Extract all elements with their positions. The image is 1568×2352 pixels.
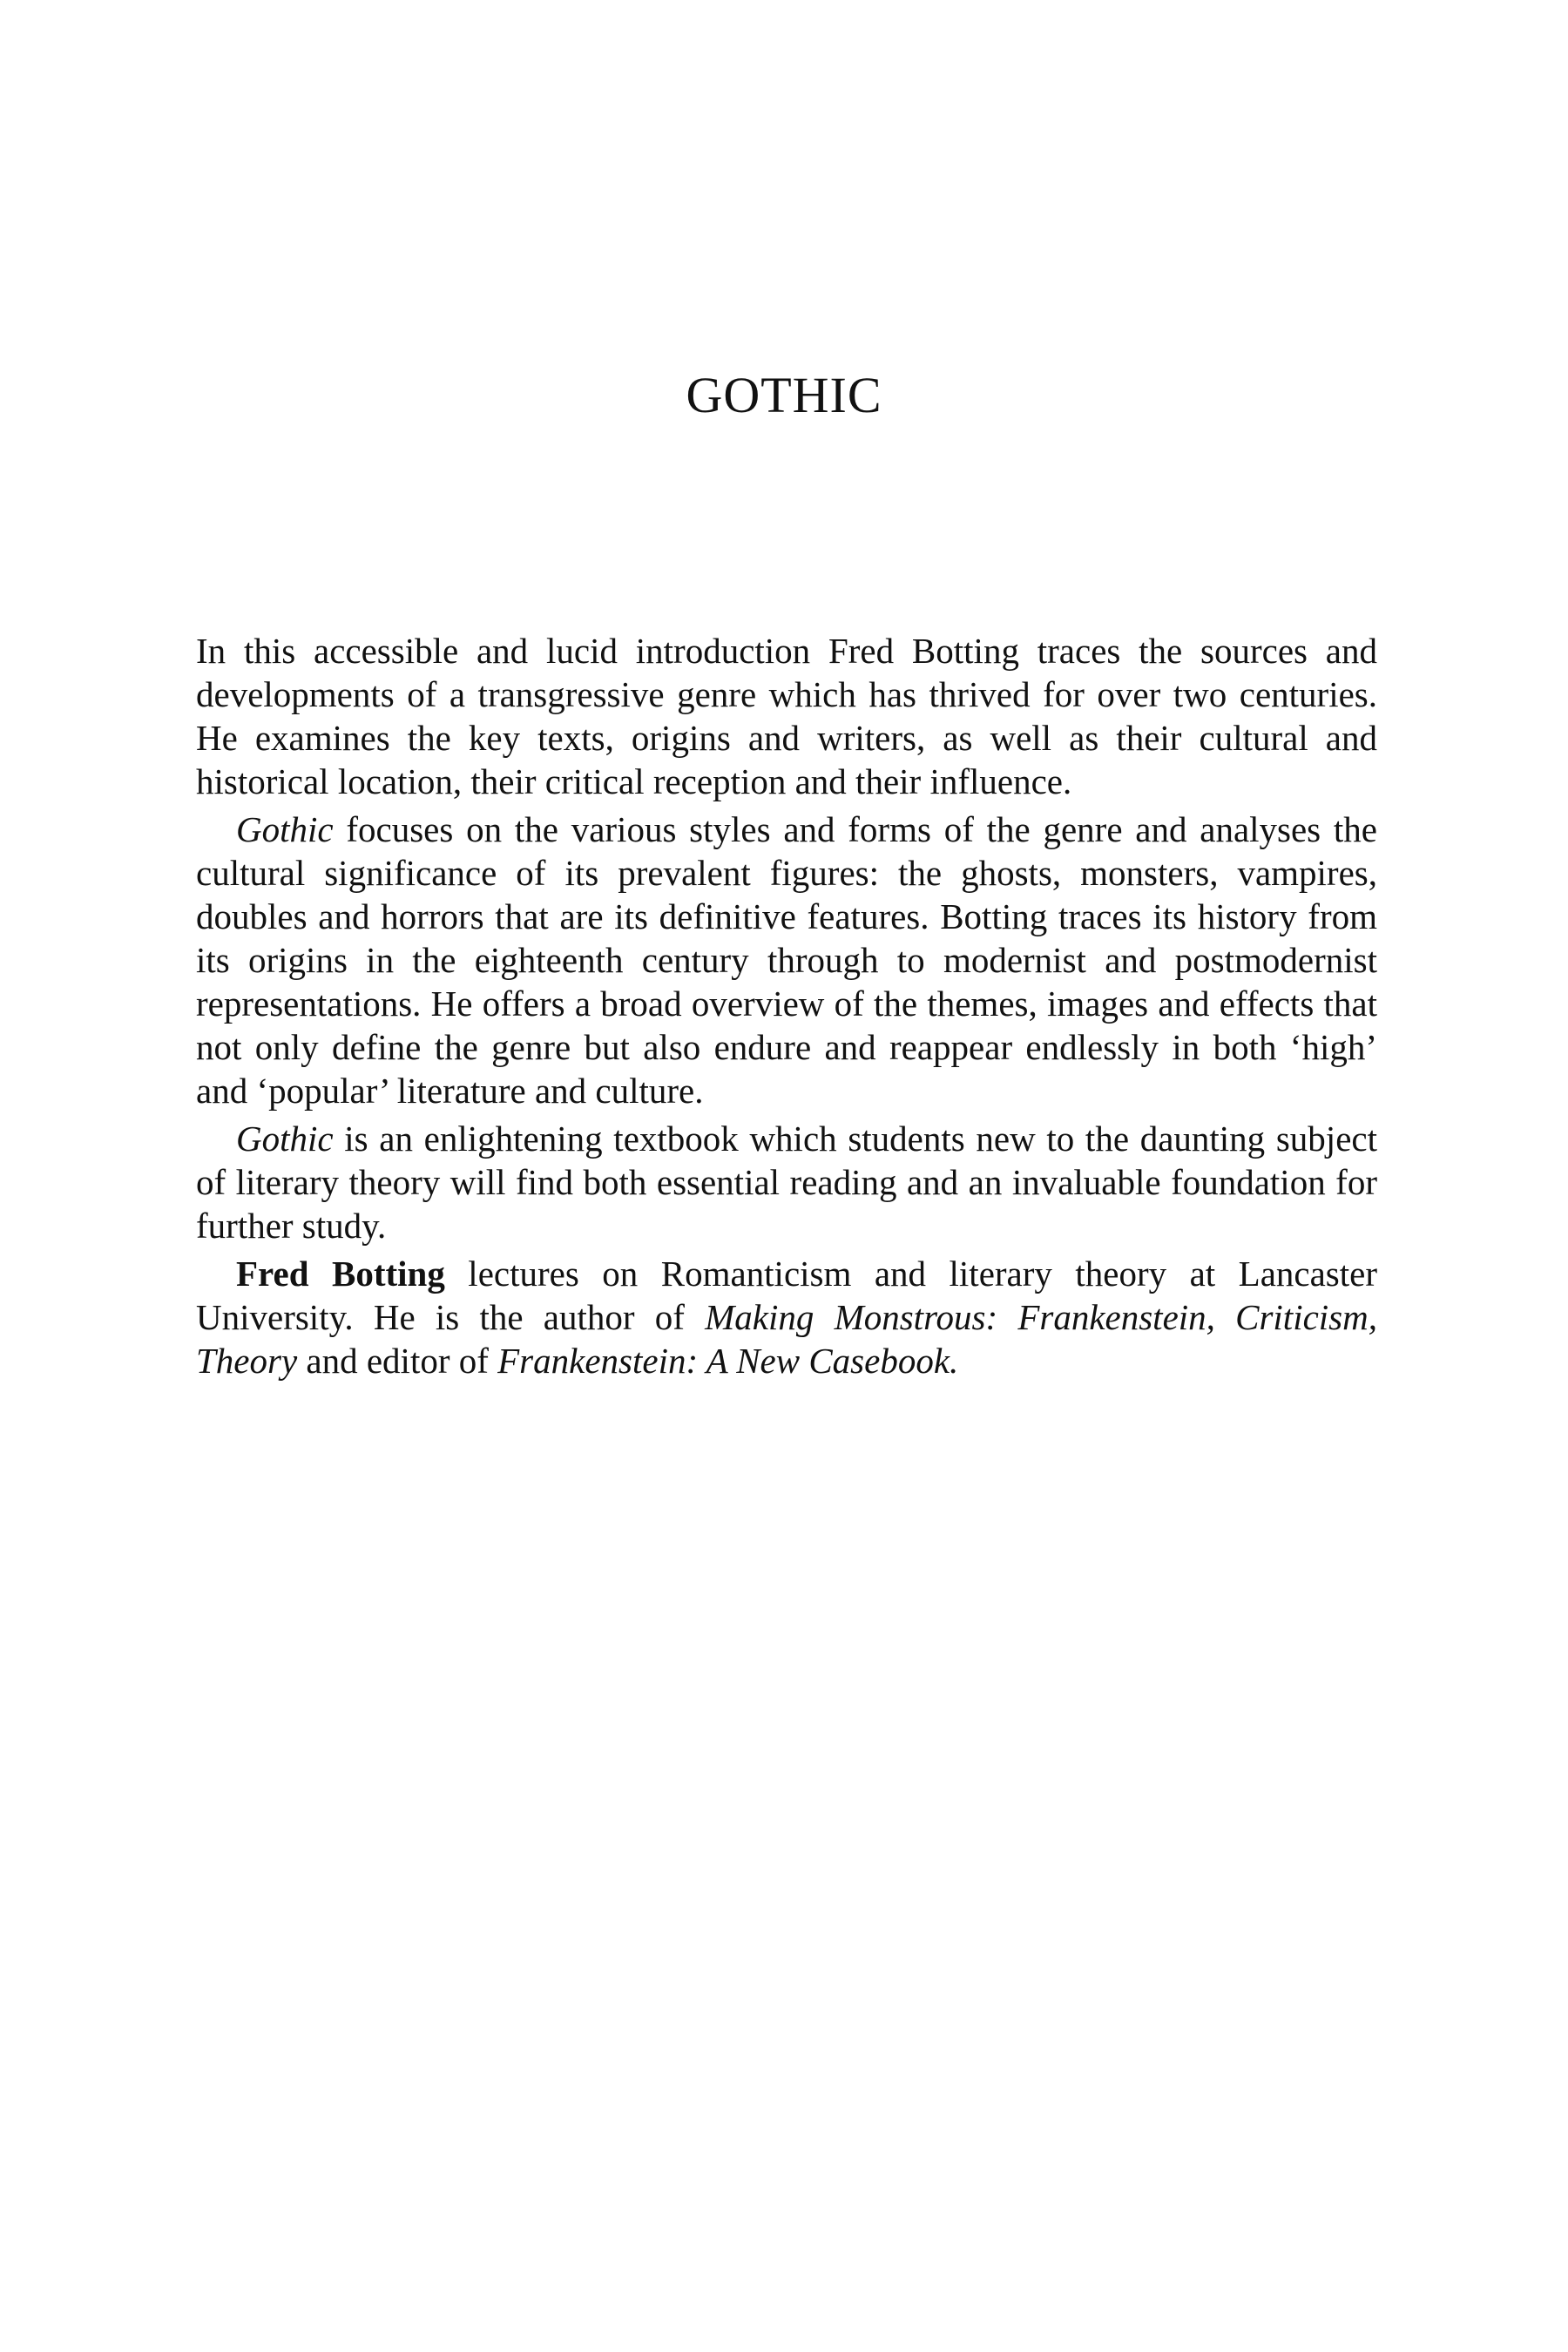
page-title: GOTHIC (686, 367, 882, 423)
author-text-part2: and editor of (297, 1341, 498, 1381)
study-text: is an enlightening textbook which students new to the daunting subject of literary theory will find both essential reading and an invaluable foundation for further study. (196, 1119, 1377, 1246)
focus-text: focuses on the various styles and forms of the genre and analyses the cultural significance of its prevalent figures: the ghosts, monsters, vampires, doubles and horrors that are its definitive features. Botting traces its history from its origins in the eighteenth century through to modernist and postmodernist representations. He offers a broad overview of the themes, images and effects that not only define the genre but also endure and reappear endlessly in both ‘high’ and ‘popular’ literature and culture. (196, 809, 1377, 1111)
focus-paragraph (196, 808, 1377, 1112)
book-title-2: Frankenstein: A New Casebook. (497, 1341, 959, 1381)
focus-title: Gothic (236, 809, 334, 849)
description-text (196, 629, 1377, 1382)
book-title-1: Making Monstrous: Frankenstein, Criticism, Theory (196, 1297, 1377, 1381)
intro-text: In this accessible and lucid introduction Fred Botting traces the sources and developments of a transgressive genre which has thrived for over two centuries. He examines the key texts, origins and writers, as well as their cultural and historical location, their critical reception and their influence. (196, 631, 1377, 801)
study-title: Gothic (236, 1119, 334, 1159)
author-name: Fred Botting (236, 1254, 445, 1294)
author-paragraph (196, 1252, 1377, 1382)
study-paragraph (196, 1117, 1377, 1247)
author-text-part1: lectures on Romanticism and literary theory at Lancaster University. He is the author of (196, 1254, 1377, 1337)
intro-paragraph (196, 629, 1377, 803)
